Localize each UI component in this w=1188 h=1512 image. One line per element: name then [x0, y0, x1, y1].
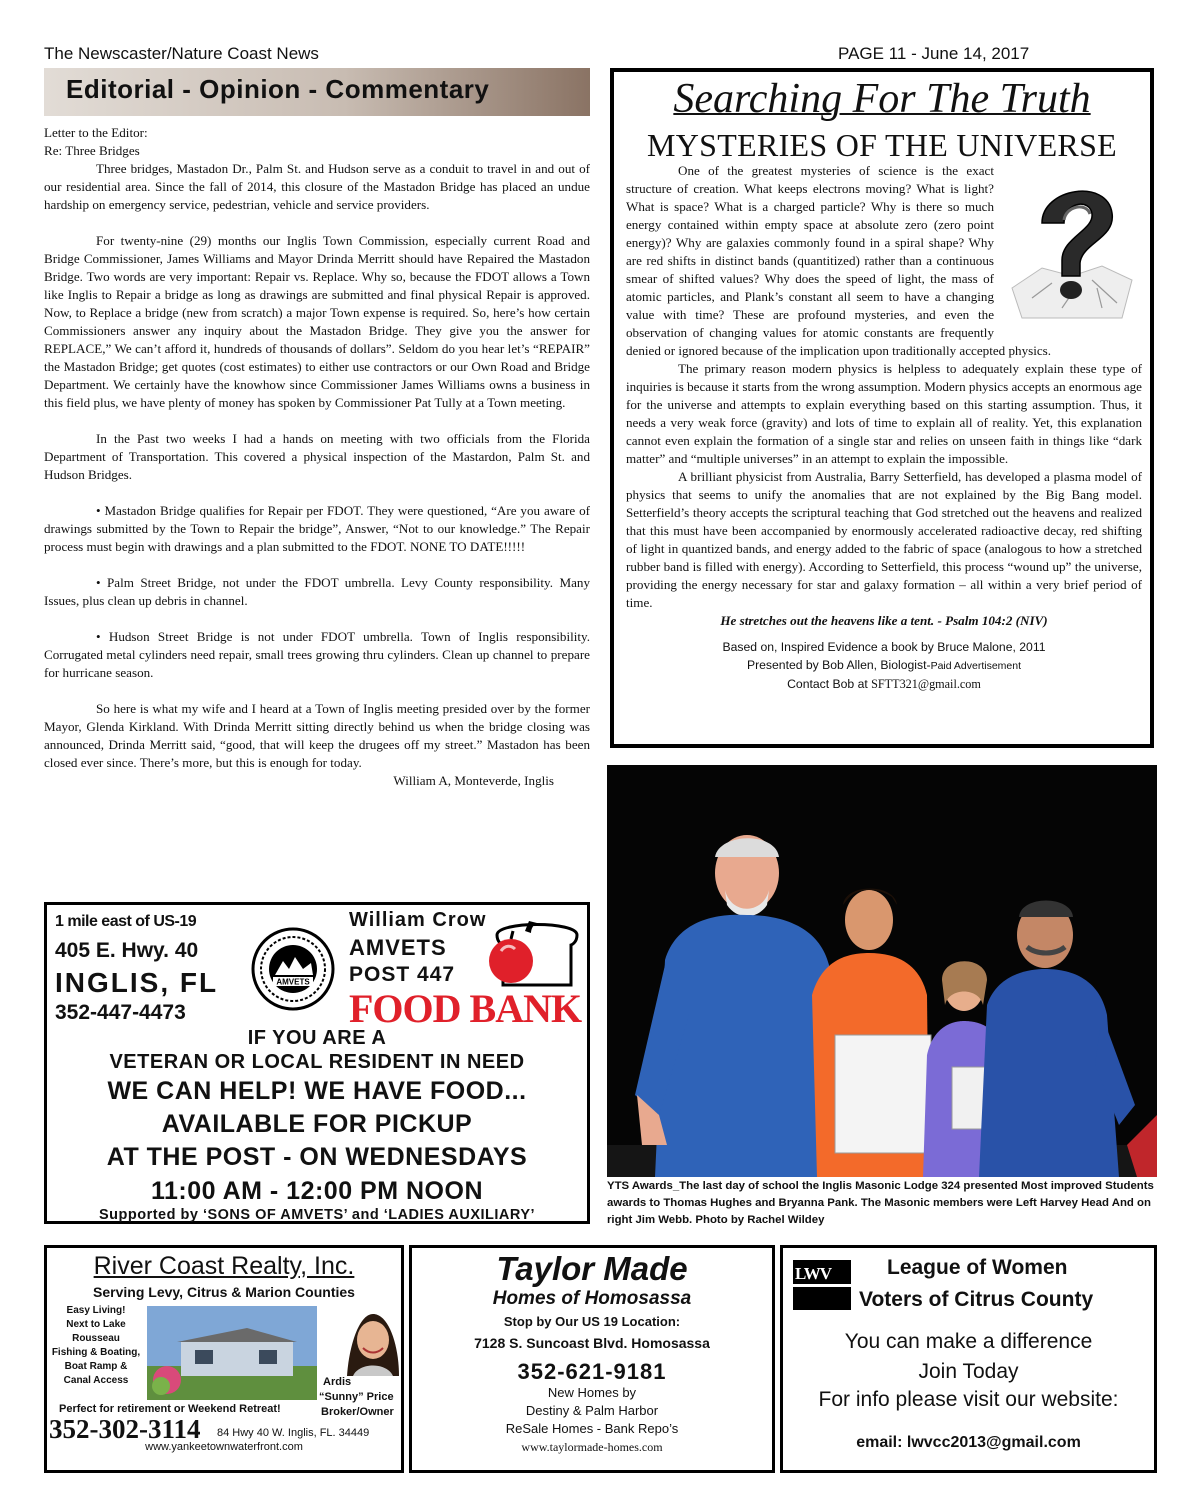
- truth-article-box: [610, 68, 1154, 748]
- contact-line: Contact Bob at SFTT321@gmail.com: [787, 677, 981, 691]
- foodbank-line: AT THE POST - ON WEDNESDAYS: [106, 1143, 528, 1171]
- section-banner: [44, 68, 590, 116]
- realty-website: www.yankeetownwaterfront.com: [145, 1441, 303, 1453]
- lwv-message: You can make a difference: [844, 1330, 1093, 1353]
- agent-first-name: Ardis: [323, 1376, 352, 1388]
- foodbank-address: 405 E. Hwy. 40: [55, 939, 199, 962]
- agent-title: Broker/Owner: [321, 1406, 394, 1418]
- taylor-line: ReSale Homes - Bank Repo’s: [505, 1421, 679, 1436]
- realty-name: River Coast Realty, Inc.: [93, 1252, 355, 1280]
- presenter-credit: Presented by Bob Allen, Biologist-Paid Advertisement: [746, 658, 1022, 672]
- lwv-email: email: lwvcc2013@gmail.com: [856, 1434, 1081, 1451]
- foodbank-supporters: Supported by ‘SONS OF AMVETS’ and ‘LADIES AUXILIARY’: [98, 1207, 536, 1223]
- foodbank-title: FOOD BANK: [349, 986, 582, 1031]
- letter-paragraph: • Palm Street Bridge, not under the FDOT umbrella. Levy County responsibility. Many Issues, plus clean up debris in channel.: [44, 575, 590, 608]
- foodbank-org-line2: AMVETS: [349, 935, 447, 960]
- lwv-name-line2: Voters of Citrus County: [859, 1288, 1094, 1311]
- foodbank-line: WE CAN HELP! WE HAVE FOOD...: [107, 1077, 527, 1105]
- letter-paragraph: • Mastadon Bridge qualifies for Repair per FDOT. They were questioned, “Are you aware of drawings submitted by the Town to Repair the bridge”, Answer, “Not to our knowledge.” The Repair process must begin with drawings and a plan submitted to the FDOT. NONE TO DATE!!!!!: [44, 503, 590, 554]
- photo-caption: YTS Awards_The last day of school the Inglis Masonic Lodge 324 presented Most improved Students awards to Thomas Hughes and Bryanna Pank. The Masonic members were Left Harvey Head And on right Jim Webb. Photo by Rachel Wildey: [607, 1180, 1154, 1226]
- foodbank-org-line1: William Crow: [349, 909, 487, 931]
- lwv-info: For info please visit our website:: [818, 1388, 1119, 1411]
- letter-signature: William A, Monteverde, Inglis: [393, 773, 554, 788]
- realty-address: 84 Hwy 40 W. Inglis, FL. 34449: [217, 1427, 370, 1439]
- lwv-ad: [780, 1245, 1157, 1473]
- truth-body: [626, 162, 1142, 693]
- paid-ad-label: Paid Advertisement: [930, 660, 1022, 672]
- bread-apple-icon: [467, 915, 587, 989]
- foodbank-directions: 1 mile east of US-19: [55, 913, 197, 930]
- amvets-seal-icon: [251, 927, 335, 1011]
- realty-serving: Serving Levy, Citrus & Marion Counties: [93, 1284, 355, 1300]
- letter-paragraph: So here is what my wife and I heard at a Town of Inglis meeting presided over by the former Mayor, Glenda Kirkland. With Drinda Merritt sitting directly behind us when the bridge closing was announced, Drinda Merritt said, “good, that will keep the drugees off my street.” Mastadon has been closed ever since. There’s more, but this is enough for today.: [44, 701, 590, 770]
- photo-people-illustration: [607, 765, 1157, 1177]
- truth-paragraph: One of the greatest mysteries of science is the exact structure of creation. What keeps electrons moving? What is light? What is space? What is a charged particle? Why is there so much energy contained within empty space at absolute zero (zero point energy)? Why are galaxies commonly found in a spiral shape? Why are red shifts in distinct bands (quantitized) rather than a continuous smear of shifted values? Why does the speed of light, the mass of atomic particles, and Plank’s constant all seem to have a changing value with time? These are profound mysteries, and even the observation of changing values for atomic constants are frequently denied or ignored because of the implication upon traditionally accepted physics.: [626, 163, 1052, 358]
- foodbank-hours: 11:00 AM - 12:00 PM NOON: [150, 1177, 483, 1205]
- letter-to-editor: [44, 124, 590, 790]
- letter-paragraph: • Hudson Street Bridge is not under FDOT umbrella. Town of Inglis responsibility. Corrugated metal cylinders need repair, small trees growing thru cylinders. Clean up channel to prepare for hurricane season.: [44, 629, 590, 680]
- taylor-address: 7128 S. Suncoast Blvd. Homosassa: [474, 1335, 710, 1351]
- foodbank-phone: 352-447-4473: [55, 1001, 186, 1024]
- scripture-verse: He stretches out the heavens like a tent. - Psalm 104:2 (NIV): [720, 613, 1048, 628]
- taylor-phone: 352-621-9181: [517, 1359, 667, 1384]
- book-credit: Based on, Inspired Evidence a book by Bruce Malone, 2011: [722, 640, 1046, 654]
- contact-email: SFTT321@gmail.com: [871, 677, 981, 691]
- foodbank-line: AVAILABLE FOR PICKUP: [161, 1110, 473, 1138]
- truth-title: Searching For The Truth: [673, 76, 1091, 122]
- awards-photo: [607, 765, 1157, 1177]
- taylor-line: Destiny & Palm Harbor: [525, 1403, 659, 1418]
- section-banner-title: Editorial - Opinion - Commentary: [66, 74, 490, 104]
- letter-paragraph: For twenty-nine (29) months our Inglis Town Commission, especially current Road and Bridge Commissioner, James Williams and Mayor Drinda Merritt should have Repaired the Mastadon Bridge. Two words are very important: Repair vs. Replace. Why so, because the FDOT allows a Town like Inglis to Repair a bridge as long as drawings are submitted and final physical Repair is approved. Now, to Replace a bridge (new from scratch) a major Town expense is required. So, here’s how certain Commissioners answer any inquiry about the Mastadon Bridge. They give you the answer for REPLACE,” We can’t afford it, hundreds of thousands of dollars”. Seldom do you hear let’s “REPAIR” the Mastadon Bridge; get quotes (cost estimates) to either use contractors or our Own Road and Bridge Department. We certainly have the knowhow since Commissioner James Williams owns a business in this field plus, we have plenty of money has spoken by Commissioner Pat Tully at a Town meeting.: [44, 233, 590, 410]
- taylor-made-ad: [409, 1245, 775, 1473]
- taylor-subtitle: Homes of Homosassa: [492, 1288, 692, 1309]
- realty-tagline: Perfect for retirement or Weekend Retreat!: [59, 1403, 281, 1415]
- realty-features: Easy Living! Next to Lake Rousseau Fishing & Boating, Boat Ramp & Canal Access: [51, 1305, 141, 1386]
- lwv-name-line1: League of Women: [887, 1256, 1068, 1279]
- house-photo-icon: [147, 1306, 317, 1400]
- foodbank-line: VETERAN OR LOCAL RESIDENT IN NEED: [109, 1051, 525, 1073]
- foodbank-city: INGLIS, FL: [55, 967, 219, 998]
- lwv-join: Join Today: [918, 1360, 1019, 1383]
- running-head-right: PAGE 11 - June 14, 2017: [838, 44, 1030, 63]
- taylor-line: New Homes by: [547, 1385, 637, 1400]
- taylor-name: Taylor Made: [496, 1250, 688, 1287]
- foodbank-ad: [44, 902, 590, 1224]
- letter-salutation: Letter to the Editor:: [44, 125, 148, 140]
- realty-phone: 352-302-3114: [49, 1414, 201, 1444]
- amvets-seal-text: AMVETS: [276, 977, 310, 987]
- agent-nickname: “Sunny” Price: [319, 1391, 394, 1403]
- taylor-stop: Stop by Our US 19 Location:: [503, 1314, 681, 1329]
- letter-paragraph: Three bridges, Mastadon Dr., Palm St. and Hudson serve as a conduit to travel in and out of our residential area. Since the fall of 2014, this closure of the Mastadon Bridge has placed an undue hardship on emergency service, pedestrian, vehicle and service providers.: [44, 161, 590, 212]
- foodbank-org-line3: POST 447: [349, 963, 456, 986]
- running-head-left: The Newscaster/Nature Coast News: [44, 44, 319, 63]
- lwv-logo-icon: LWV: [793, 1260, 851, 1310]
- realty-ad: [44, 1245, 404, 1473]
- truth-subtitle: MYSTERIES OF THE UNIVERSE: [646, 127, 1118, 163]
- taylor-website: www.taylormade-homes.com: [521, 1440, 663, 1454]
- question-mark-icon: [1002, 168, 1142, 328]
- agent-portrait-icon: [343, 1306, 403, 1376]
- truth-paragraph: A brilliant physicist from Australia, Barry Setterfield, has developed a plasma model of physics that seems to unify the anomalies that are not explained by the Big Bang model. Setterfield’s theory accepts the scriptural teaching that God stretched out the heavens and realized that this must have been accompanied by enormously accelerated radioactive decay, red shifting of light in quantized bands, and energy added to the fabric of space (analogous to how a stretched rubber band is filled with energy). According to Setterfield, this process “wound up” the universe, providing the energy necessary for star and galaxy formation – all within a very brief period of time.: [626, 469, 1142, 610]
- letter-subject: Re: Three Bridges: [44, 143, 140, 158]
- foodbank-line: IF YOU ARE A: [247, 1027, 387, 1049]
- letter-paragraph: In the Past two weeks I had a hands on meeting with two officials from the Florida Department of Transportation. This covered a physical inspection of the Mastardon, Palm St. and Hudson Bridges.: [44, 431, 590, 482]
- truth-paragraph: The primary reason modern physics is helpless to adequately explain these type of inquiries is because it starts from the wrong assumption. Modern physics accepts an enormous age for the universe and attempts to explain everything based on this starting assumption. Thus, it needs a very weak force (gravity) and lots of time to explain all of reality. Yet, this explanation cannot even explain the formation of a single star and relies on unseen faith in things like “dark matter” and “multiple universes” in an attempt to explain the impossible.: [626, 361, 1142, 466]
